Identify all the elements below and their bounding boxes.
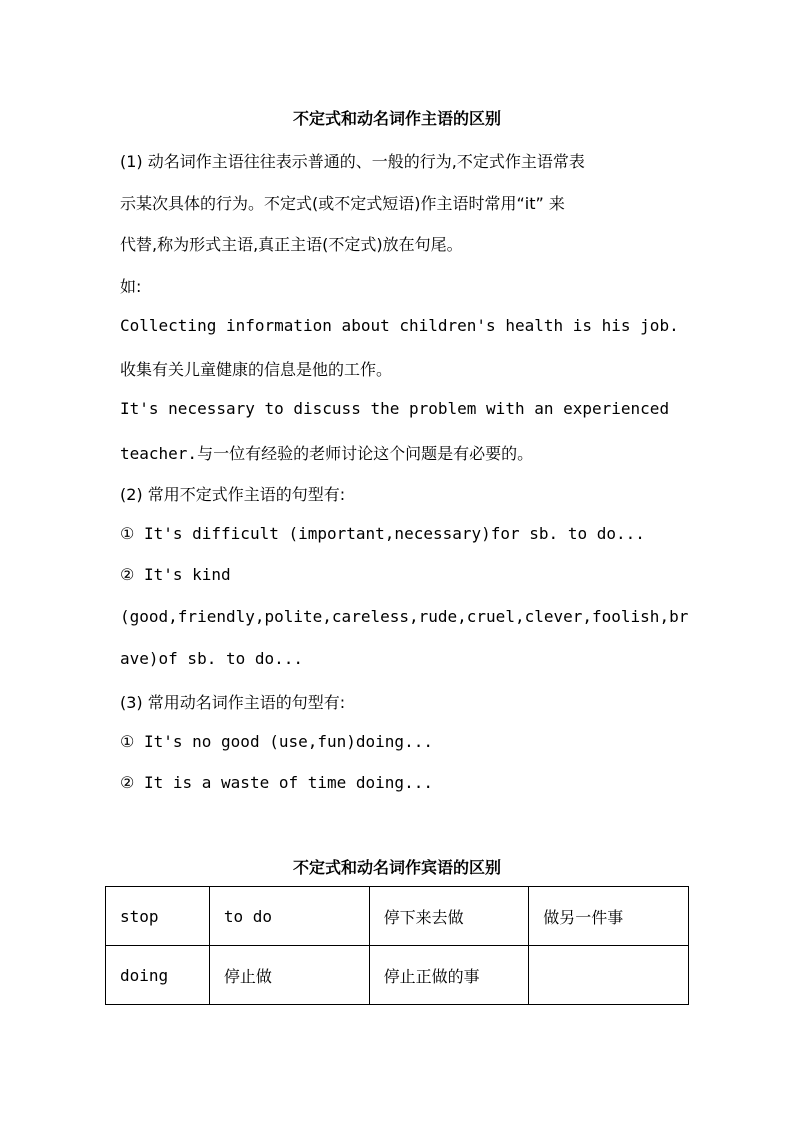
table-row	[106, 946, 689, 1005]
table-cell	[529, 946, 689, 1005]
example-label: 如:	[120, 277, 142, 296]
paragraph-3-heading: (3) 常用动名词作主语的句型有:	[120, 693, 346, 712]
verb-usage-table	[105, 886, 689, 1005]
paragraph-2-heading: (2) 常用不定式作主语的句型有:	[120, 485, 346, 504]
table-cell: 停止正做的事	[369, 946, 529, 1005]
section-title-subject: 不定式和动名词作主语的区别	[292, 109, 501, 128]
paragraph-1-line-2: 示某次具体的行为。不定式(或不定式短语)作主语时常用“it” 来	[120, 194, 565, 213]
paragraph-3-item-1: ① It's no good (use,fun)doing...	[120, 732, 433, 751]
paragraph-2-item-2: ② It's kind	[120, 565, 231, 584]
table-cell: 停下来去做	[369, 887, 529, 946]
table-cell: 停止做	[209, 946, 369, 1005]
paragraph-2-item-2-continuation-2: ave)of sb. to do...	[120, 649, 304, 668]
section-title-object: 不定式和动名词作宾语的区别	[292, 858, 501, 877]
table-cell: 做另一件事	[529, 887, 689, 946]
table-cell: to do	[209, 887, 369, 946]
paragraph-2-item-2-continuation-1: (good,friendly,polite,careless,rude,cruel,clever,foolish,br	[120, 607, 689, 626]
example-2-english-line-2: teacher.与一位有经验的老师讨论这个问题是有必要的。	[120, 444, 534, 463]
paragraph-2-item-1: ① It's difficult (important,necessary)for sb. to do...	[120, 524, 645, 543]
paragraph-3-item-2: ② It is a waste of time doing...	[120, 773, 433, 792]
example-1-english: Collecting information about children's health is his job.	[120, 316, 679, 335]
table-cell: stop	[106, 887, 210, 946]
example-2-english-line-1: It's necessary to discuss the problem with an experienced	[120, 399, 670, 418]
table-row	[106, 887, 689, 946]
paragraph-1-line-1: (1) 动名词作主语往往表示普通的、一般的行为,不定式作主语常表	[120, 152, 585, 171]
example-1-chinese: 收集有关儿童健康的信息是他的工作。	[120, 360, 393, 379]
paragraph-1-line-3: 代替,称为形式主语,真正主语(不定式)放在句尾。	[120, 235, 463, 254]
table-cell: doing	[106, 946, 210, 1005]
